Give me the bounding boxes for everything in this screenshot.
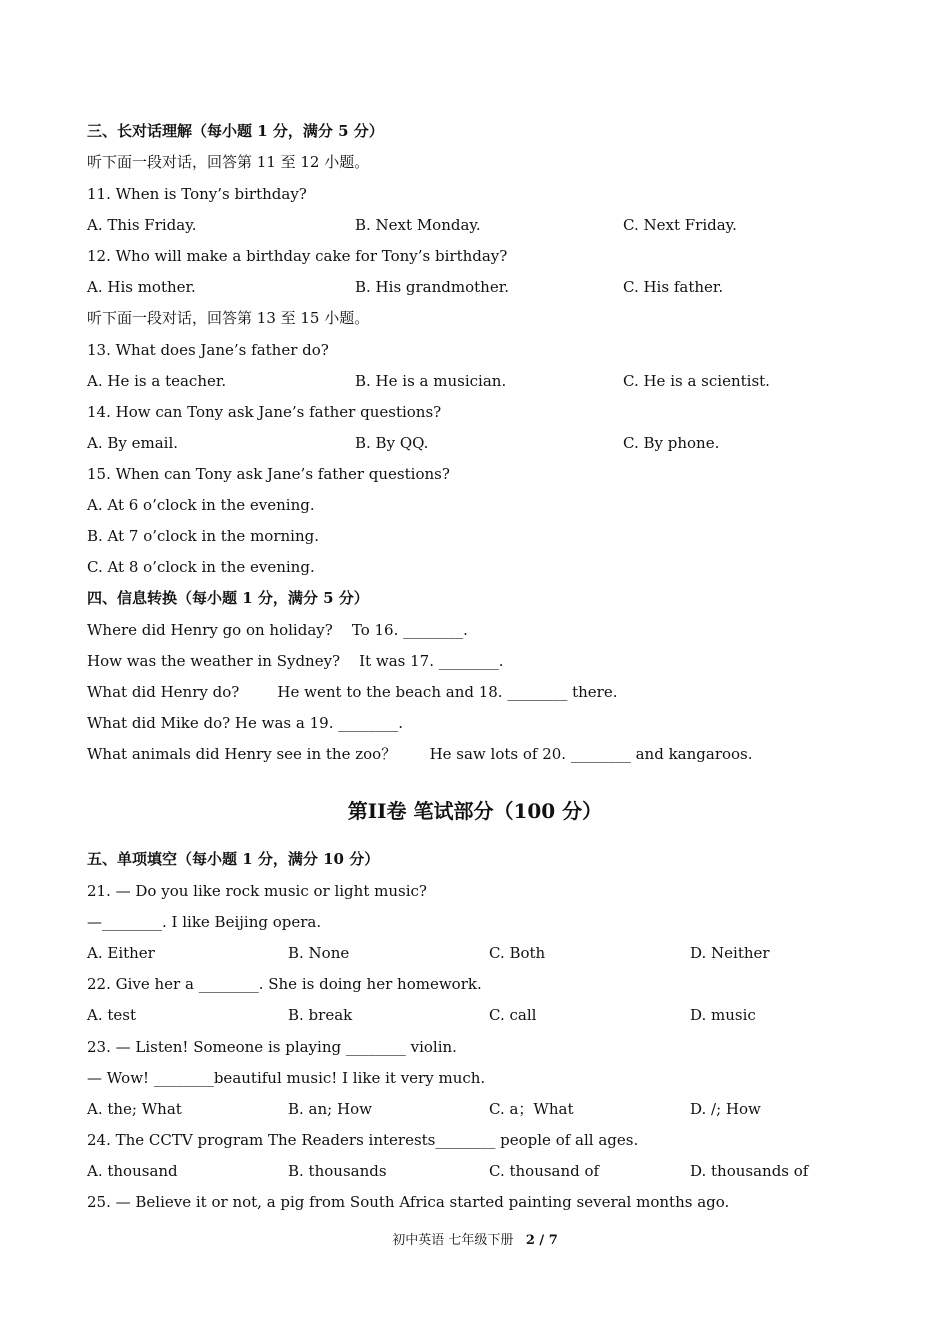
- q14-option-c: C. By phone.: [623, 434, 720, 452]
- section3-intro-1: 听下面一段对话，回答第 11 至 12 小题。: [87, 153, 370, 171]
- question-22: 22. Give her a ________. She is doing her homework.: [87, 975, 482, 993]
- q22-option-c: C. call: [489, 1006, 537, 1024]
- question-14: 14. How can Tony ask Jane’s father questions?: [87, 403, 442, 421]
- q22-option-b: B. break: [288, 1006, 353, 1024]
- q14-option-b: B. By QQ.: [355, 434, 429, 452]
- q14-option-a: A. By email.: [87, 434, 179, 452]
- q11-option-a: A. This Friday.: [87, 216, 197, 234]
- q22-option-a: A. test: [87, 1006, 136, 1024]
- q13-option-c: C. He is a scientist.: [623, 372, 770, 390]
- question-15: 15. When can Tony ask Jane’s father questions?: [87, 465, 450, 483]
- section4-heading: 四、信息转换（每小题 1 分，满分 5 分）: [87, 589, 369, 607]
- q21-option-a: A. Either: [87, 944, 155, 962]
- q15-option-a: A. At 6 o’clock in the evening.: [87, 496, 315, 514]
- q24-option-a: A. thousand: [87, 1162, 178, 1180]
- q21-option-c: C. Both: [489, 944, 546, 962]
- q21-option-d: D. Neither: [690, 944, 770, 962]
- question-25: 25. — Believe it or not, a pig from South Africa started painting several months ago.: [87, 1193, 730, 1211]
- footer-page-number: 2: [525, 1233, 535, 1248]
- footer-label: 初中英语 七年级下册: [392, 1233, 514, 1248]
- q11-option-c: C. Next Friday.: [623, 216, 737, 234]
- section5-heading: 五、单项填空（每小题 1 分，满分 10 分）: [87, 850, 380, 868]
- question-21-line2: —________. I like Beijing opera.: [87, 913, 322, 931]
- page-footer: [0, 1229, 950, 1248]
- q12-option-a: A. His mother.: [87, 278, 196, 296]
- q24-option-d: D. thousands of: [690, 1162, 809, 1180]
- footer-separator: /: [534, 1233, 549, 1248]
- q12-option-b: B. His grandmother.: [355, 278, 509, 296]
- info-line-20: What animals did Henry see in the zoo？ He saw lots of 20. ________ and kangaroos.: [87, 745, 753, 763]
- question-12: 12. Who will make a birthday cake for Tony’s birthday?: [87, 247, 508, 265]
- q21-option-b: B. None: [288, 944, 350, 962]
- q15-option-b: B. At 7 o’clock in the morning.: [87, 527, 319, 545]
- q23-option-a: A. the; What: [87, 1100, 182, 1118]
- question-11: 11. When is Tony’s birthday?: [87, 185, 307, 203]
- question-21-line1: 21. — Do you like rock music or light music?: [87, 882, 427, 900]
- part2-title: 第II卷 笔试部分（100 分）: [347, 799, 603, 823]
- question-13: 13. What does Jane’s father do?: [87, 341, 329, 359]
- q13-option-a: A. He is a teacher.: [87, 372, 227, 390]
- q22-option-d: D. music: [690, 1006, 756, 1024]
- footer-total-pages: 7: [548, 1233, 558, 1248]
- info-line-17: How was the weather in Sydney? It was 17. ________.: [87, 652, 504, 670]
- q23-option-d: D. /; How: [690, 1100, 761, 1118]
- q24-option-b: B. thousands: [288, 1162, 387, 1180]
- section3-heading: 三、长对话理解（每小题 1 分，满分 5 分）: [87, 122, 384, 140]
- question-23-line1: 23. — Listen! Someone is playing ________ violin.: [87, 1038, 457, 1056]
- info-line-18: What did Henry do? He went to the beach and 18. ________ there.: [87, 683, 618, 701]
- q23-option-c: C. a；What: [489, 1100, 574, 1118]
- info-line-19: What did Mike do? He was a 19. ________.: [87, 714, 403, 732]
- q12-option-c: C. His father.: [623, 278, 724, 296]
- question-24: 24. The CCTV program The Readers interests________ people of all ages.: [87, 1131, 639, 1149]
- q13-option-b: B. He is a musician.: [355, 372, 507, 390]
- q24-option-c: C. thousand of: [489, 1162, 600, 1180]
- q23-option-b: B. an; How: [288, 1100, 372, 1118]
- info-line-16: Where did Henry go on holiday? To 16. ________.: [87, 621, 468, 639]
- q11-option-b: B. Next Monday.: [355, 216, 481, 234]
- section3-intro-2: 听下面一段对话，回答第 13 至 15 小题。: [87, 309, 370, 327]
- q15-option-c: C. At 8 o’clock in the evening.: [87, 558, 315, 576]
- question-23-line2: — Wow! ________beautiful music! I like it very much.: [87, 1069, 486, 1087]
